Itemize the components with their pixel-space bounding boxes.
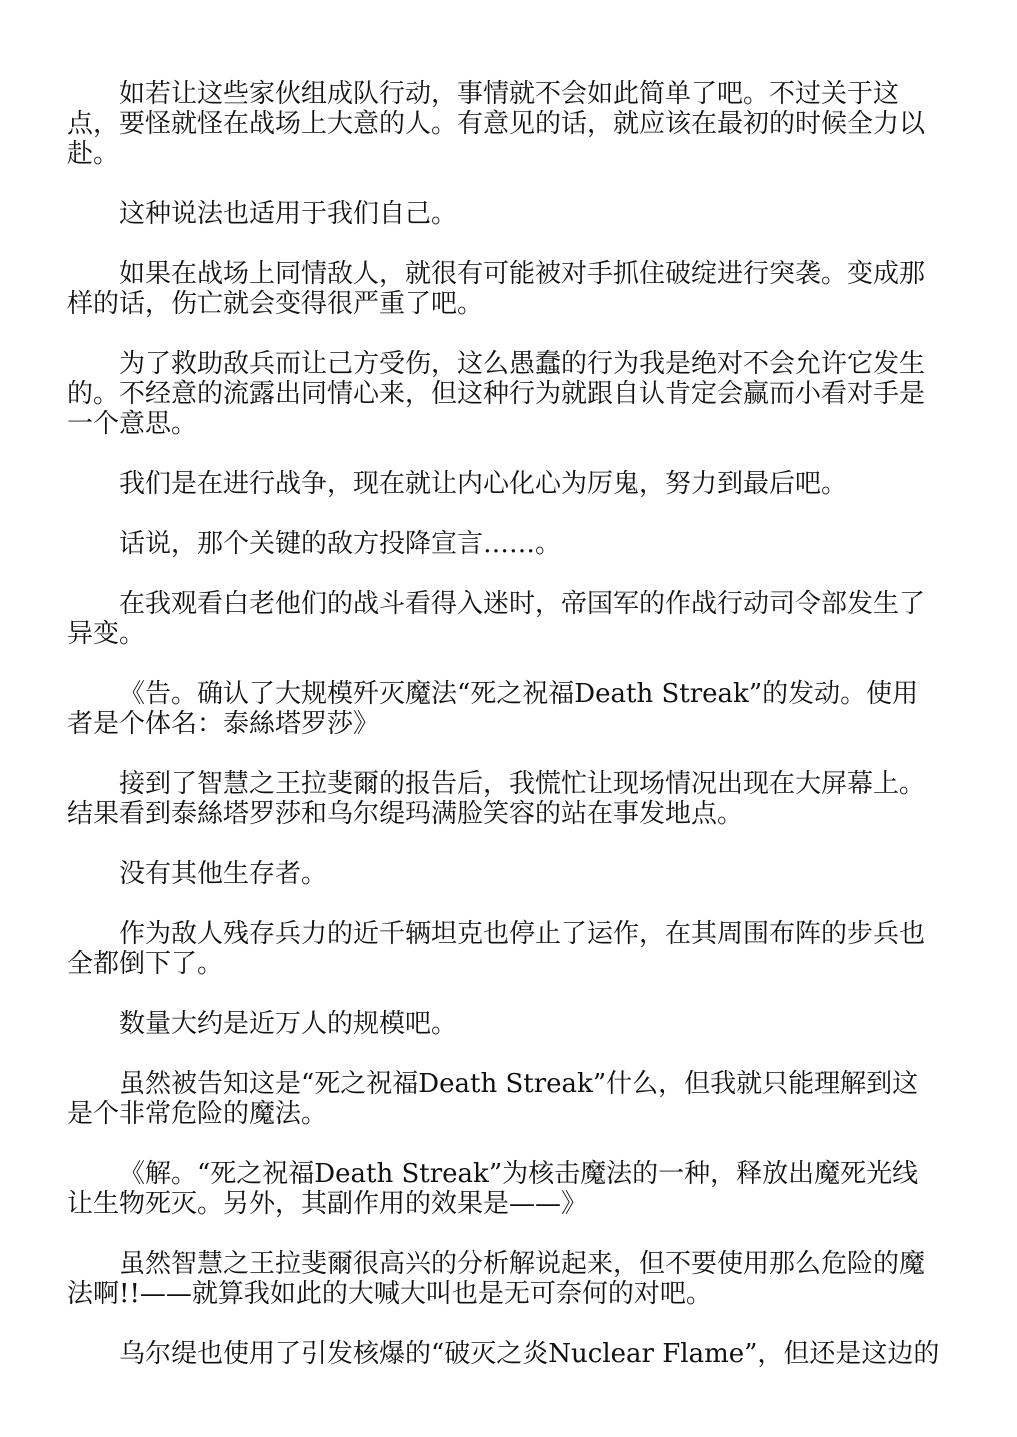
text-line: 作为敌人残存兵力的近千辆坦克也停止了运作，在其周围布阵的步兵也: [119, 919, 926, 949]
text-line: 没有其他生存者。: [119, 859, 328, 889]
paragraph: [67, 79, 947, 169]
paragraph: [67, 859, 947, 889]
text-line: 乌尔缇也使用了引发核爆的“破灭之炎Nuclear Flame”，但还是这边的: [119, 1339, 940, 1369]
text-line: 话说，那个关键的敌方投降宣言……。: [119, 529, 562, 559]
paragraph: [67, 679, 947, 739]
paragraph: [67, 259, 947, 319]
text-line: 虽然被告知这是“死之祝福Death Streak”什么，但我就只能理解到这: [119, 1069, 919, 1099]
text-line: 点，要怪就怪在战场上大意的人。有意见的话，就应该在最初的时候全力以: [67, 109, 926, 139]
paragraph: [67, 349, 947, 439]
document-page: [67, 79, 947, 1399]
text-line: 虽然智慧之王拉斐爾很高兴的分析解说起来，但不要使用那么危险的魔: [119, 1249, 926, 1279]
paragraph: [67, 1249, 947, 1309]
paragraph: [67, 1339, 947, 1369]
paragraph: [67, 589, 947, 649]
paragraph: [67, 1009, 947, 1039]
text-line: 为了救助敌兵而让己方受伤，这么愚蠢的行为我是绝对不会允许它发生: [119, 349, 926, 379]
text-line: 结果看到泰絲塔罗莎和乌尔缇玛满脸笑容的站在事发地点。: [67, 799, 744, 829]
paragraph: [67, 529, 947, 559]
text-line: 异变。: [67, 619, 146, 649]
text-line: 接到了智慧之王拉斐爾的报告后，我慌忙让现场情况出现在大屏幕上。: [119, 769, 926, 799]
paragraph: [67, 469, 947, 499]
text-line: 法啊!!——就算我如此的大喊大叫也是无可奈何的对吧。: [67, 1279, 712, 1309]
text-line: 的。不经意的流露出同情心来，但这种行为就跟自认肯定会赢而小看对手是: [67, 379, 926, 409]
text-line: 这种说法也适用于我们自己。: [119, 199, 458, 229]
paragraph: [67, 919, 947, 979]
text-line: 《告。确认了大规模歼灭魔法“死之祝福Death Streak”的发动。使用: [119, 679, 919, 709]
paragraph: [67, 1159, 947, 1219]
paragraph: [67, 1069, 947, 1129]
text-line: 是个非常危险的魔法。: [67, 1099, 328, 1129]
text-line: 让生物死灭。另外，其副作用的效果是——》: [67, 1189, 588, 1219]
text-line: 一个意思。: [67, 409, 198, 439]
text-line: 在我观看白老他们的战斗看得入迷时，帝国军的作战行动司令部发生了: [119, 589, 926, 619]
text-line: 者是个体名：泰絲塔罗莎》: [67, 709, 380, 739]
text-line: 数量大约是近万人的规模吧。: [119, 1009, 458, 1039]
paragraph: [67, 199, 947, 229]
text-line: 如果在战场上同情敌人，就很有可能被对手抓住破绽进行突袭。变成那: [119, 259, 926, 289]
text-line: 如若让这些家伙组成队行动，事情就不会如此简单了吧。不过关于这: [119, 79, 900, 109]
text-line: 样的话，伤亡就会变得很严重了吧。: [67, 289, 484, 319]
text-line: 我们是在进行战争，现在就让内心化心为厉鬼，努力到最后吧。: [119, 469, 848, 499]
text-line: 《解。“死之祝福Death Streak”为核击魔法的一种，释放出魔死光线: [119, 1159, 919, 1189]
text-line: 全都倒下了。: [67, 949, 224, 979]
paragraph: [67, 769, 947, 829]
text-line: 赴。: [67, 139, 120, 169]
